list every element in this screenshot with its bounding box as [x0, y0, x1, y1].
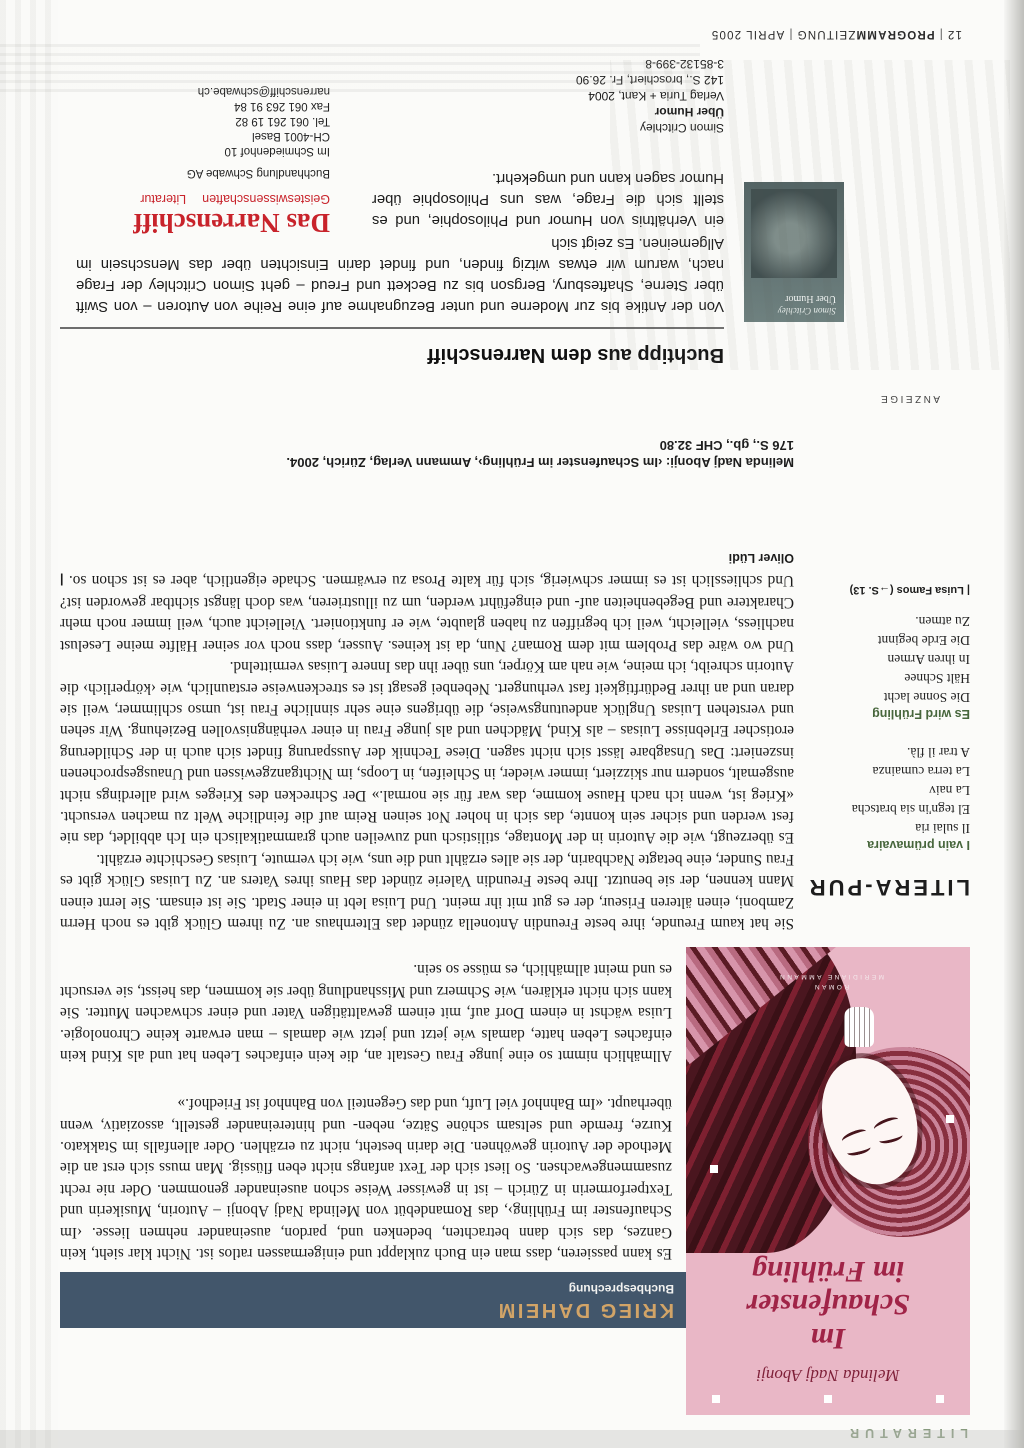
cover-square-decor [936, 1395, 944, 1403]
ad-book-details: Simon Critchley Über Humor Verlag Turia + Kant, 2004 142 S., broschiert, Fr. 26.90 3-85132-399-8 [575, 57, 724, 135]
illustration-hand [844, 1007, 874, 1047]
ad-description: Von der Antike bis zur Moderne und unter Bezugnahme auf eine Reihe von Autoren – von Swift über Sterne, Shaftesbury, Bergson bis zu Beckett und Freud – geht Simon Critchley der Frage nach, warum wir etwas witzig finden, und findet darin Einsichten über das Menschsein im Allgemeinen. Es zeigt sich [76, 235, 724, 314]
cover-square-decor [712, 1395, 720, 1403]
book-cover-image [686, 947, 970, 1415]
poem-sidebar: LITERA-PUR I vain prümavaira Il sulai ria El tegn'in sia bratscha La naiv La terra cumainza A trar il flà. Es wird Frühling Die Sonne lacht Hält Schnee In ihren Armen Die Erde beginnt Zu atmen. | Luisa Famos (→S. 13) [800, 584, 970, 900]
author-signature: | Oliver Lüdi [60, 551, 794, 588]
article-paragraphs: Sie hat kaum Freunde, ihre beste Freundin Antonella zündet das Elternhaus an. Zu ihrem Glück gibt es noch Herrn Zamboni, einen älteren Friseur, der es gut mit ihr meint. Und Luisa lebt in einer Stadt. Sie ist einsam. Sie lernt einen Mann kennen, der sie benutzt. Ihre beste Freundin Valerie zündet das Haus ihres Vaters an. Zu Luisas Glück gibt es Frau Sunder, eine betagte Nachbarin, der sie alles erzählt und die uns, wie ich vermute, Luisas Geschichte erzählt. Es überzeugt, wie die Autorin in der Montage, stilistisch und zuweilen auch grammatikalisch ein Ich abbildet, das nie fest werden und sicher sein konnte, das sich in hoher Not seinen Reim auf die feindliche Welt zu machen versucht. «Krieg ist, wenn ich nach Hause komme, das war für sie normal.» Der Schrecken des Krieges wird allerdings nicht ausgemalt, sondern nur skizziert, immer wieder, in Schleifen, in Loops, im Nichtganzgewissen und Unausgesprochenen inszeniert: Das Unsagbare lässt sich nicht sagen. Diese Technik der Aussparung findet sich auch in der Schilderung erotischer Erlebnisse Luisas – als Kind, Mädchen und als junge Frau in einer verhängnisvollen Beziehung. Wir sehen und verstehen Luisas Unglück andeutungsweise, die übrigens eine sehr sinnliche Frau ist, umso schlimmer, weil sie daran und an ihrer Bedürftigkeit fast verhungert. Nebenbei gesagt ist es streckenweise erstaunlich, wie ‹körperlich› die Autorin schreibt, ich meine, wie nah am Körper, uns über ihn das Innere Luisas vermittelnd. Und wo wäre das Problem mit dem Roman? Nun, da ist keines. Ausser, dass noch vor seiner Hälfte meine Leselust nachliess, vielleicht, weil ich begriffen zu haben glaubte, wie er funktioniert. Vielleicht auch, weil immer noch mehr Charaktere und Begebenheiten auf- und eingeführt werden, um zu illustrieren, was doch längst sichtbar geworden ist? Und schliesslich ist es immer schwierig, sich für kalte Prosa zu erwärmen. Schade eigentlich, aber es ist schon so. | Oliver Lüdi [60, 551, 794, 932]
ad-headline: Buchtipp aus dem Narrenschiff [427, 344, 724, 366]
bookshop-logo: Das Narrenschiff [133, 208, 330, 238]
bookshop-logo-block [60, 83, 330, 238]
ad-book-thumbnail: Simon Critchley Über Humor [744, 182, 844, 322]
rubric-title: KRIEG DAHEIM [496, 1299, 674, 1321]
cover-author: Melinda Nadj Abonji [756, 1366, 900, 1385]
sidebar-heading: LITERA-PUR [806, 875, 970, 900]
ad-label: ANZEIGE [878, 393, 940, 404]
poem-title-german: Es wird Frühling [872, 707, 970, 721]
bookshop-tagline: GeisteswissenschaftenLiteratur [140, 192, 330, 206]
article-paragraph-1: Es kann passieren, dass man ein Buch zuklappt und einigermassen ratlos ist. Nicht klar sieht, kein Ganzes, das sich dann betrachten, bedenken und, pardon, auseinander nehmen liesse. ‹Im Schaufenster im Frühling›, das Romandebüt von Melinda Nadj Abonji – Autorin, Musikerin und Textperformerin in Zürich – ist in gewisser Weise schon auseinander genommen. Oder nie recht zusammengewachsen. So liest sich der Text anfangs nicht eben flüssig. Man muss sich erst an die Methode der Autorin gewöhnen. Die darin besteht, nicht zu erzählen. Oder allenfalls im Stakkato. Kurze, fremde und seltsam schöne Sätze, neben- und hintereinander gestellt, assoziativ, wenn überhaupt. «Im Bahnhof viel Luft, und das Gegenteil von Bahnhof ist Friedhof.» [60, 1095, 672, 1262]
rubric-kicker: Buchbesprechung [568, 1282, 674, 1296]
cover-illustration [686, 947, 970, 1243]
bookshop-address: Buchhandlung Schwabe AG Im Schmiedenhof 10 CH-4001 Basel Tel. 061 261 19 82 Fax 061 263 91 84 narrenschiff@schwabe.ch [186, 85, 330, 179]
cover-imprint: ROMAN MERIDIANE AMMANN [777, 973, 884, 990]
page-footer: 12|PROGRAMMZEITUNG|APRIL 2005 [710, 28, 962, 40]
poet-byline: | Luisa Famos (→S. 13) [849, 584, 970, 596]
ad-description-cont: ein Verhältnis von Humor und Philosophie, und es stellt sich die Frage, was uns Philosophie über Humor sagen kann und umgekehrt. [372, 170, 724, 228]
ad-rule [60, 327, 724, 329]
poem-title-romansh: I vain prümavaira [867, 838, 970, 852]
thumbnail-photo [751, 189, 837, 278]
cover-title: Im Schaufenster im Frühling [746, 1254, 910, 1355]
closed-eye [840, 1127, 868, 1146]
book-credit: Melinda Nadj Abonji: ‹Im Schaufenster im Frühling›, Ammann Verlag, Zürich, 2004. 176 S., gb., CHF 32.80 [286, 438, 794, 470]
cover-square-decor [824, 1395, 832, 1403]
section-label: LITERATUR [844, 1426, 968, 1440]
article-paragraph-2a: Allmählich nimmt so eine junge Frau Gestalt an, die kein einfaches Leben hat und als Kind kein einfaches Leben hatte, damals wie jetzt und jetzt wie damals – man erwarte keine Chronologie. Luisa wächst in einem Dorf auf, mit einem gewalttätigen Vater und einer schwachen Mutter. Sie kann sich nicht erklären, wie Schmerz und Misshandlung über sie kommen, das heisst, sie versucht es und meint allmählich, es müsse so sein. [60, 961, 672, 1064]
closed-eye [872, 1115, 900, 1134]
rubric-bar [60, 1272, 686, 1328]
